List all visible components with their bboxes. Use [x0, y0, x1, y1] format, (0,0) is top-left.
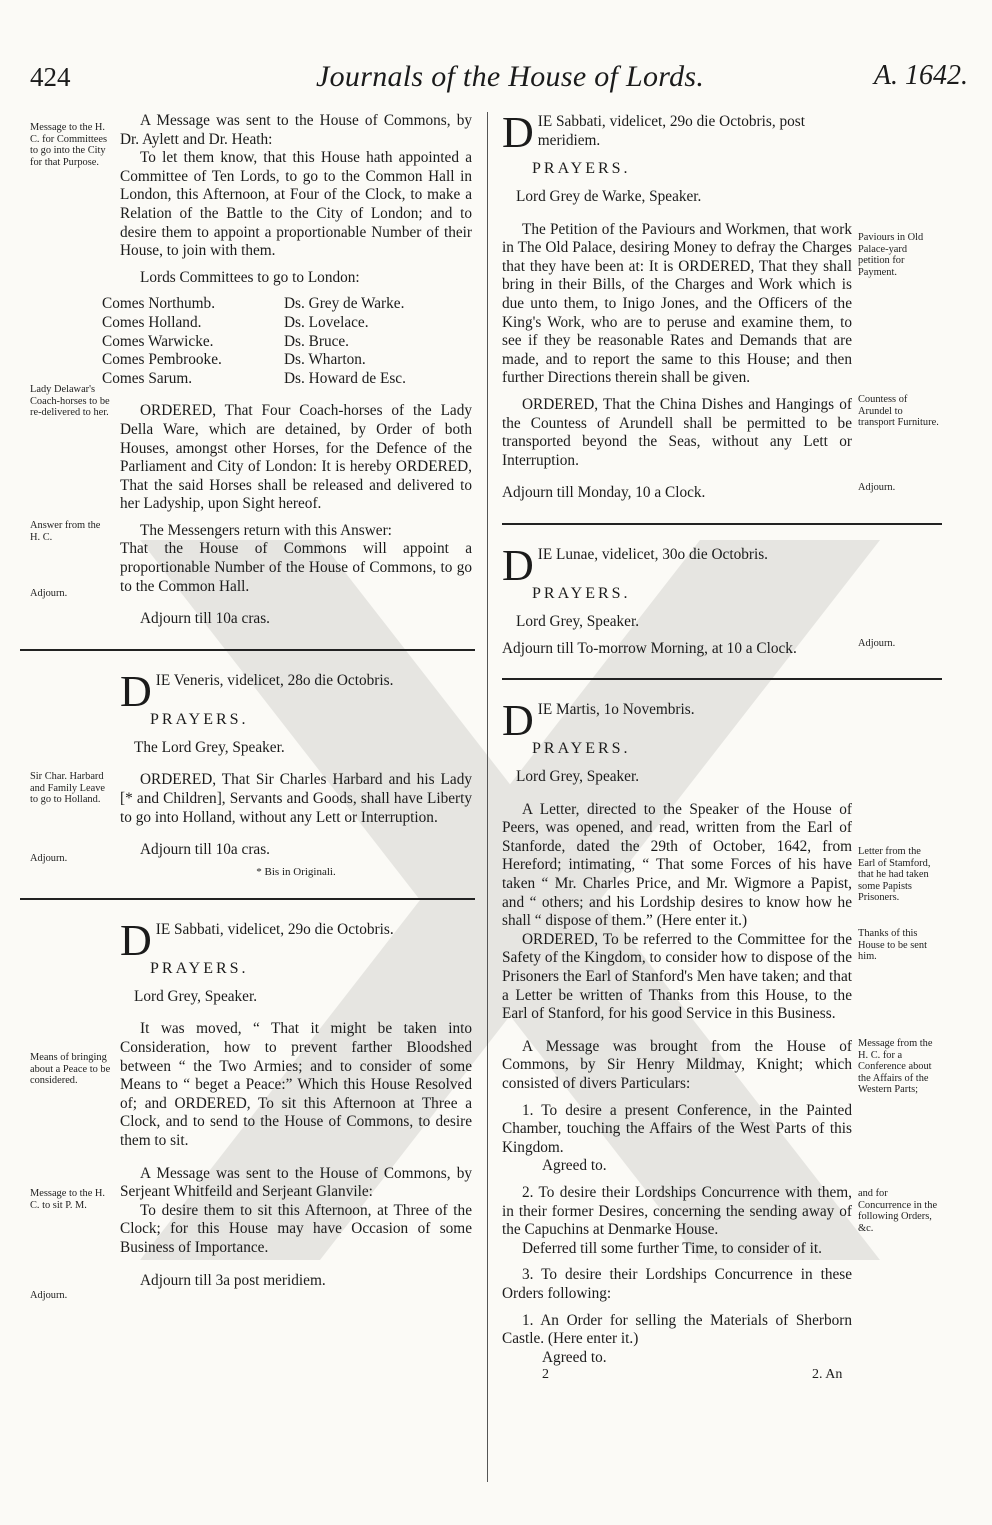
entry-paragraph: A Message was sent to the House of Commons, by Dr. Aylett and Dr. Heath: — [120, 112, 472, 148]
drop-cap: D — [502, 540, 534, 590]
prayers-heading: PRAYERS. — [150, 710, 249, 728]
entry-paragraph: That the House of Commons will appoint a proportionable Number of the House of Commons, to go to the Common Hall. — [120, 540, 472, 595]
margin-note: Adjourn. — [30, 1290, 68, 1301]
drop-cap: D — [120, 915, 152, 965]
drop-cap: D — [502, 696, 534, 746]
adjourn-line: Adjourn till 10a cras. — [140, 841, 270, 859]
page-number: 424 — [30, 62, 71, 92]
signature-mark: 2 — [542, 1367, 549, 1383]
committee-member: Ds. Howard de Esc. — [284, 369, 406, 387]
list-item: 1. To desire a present Conference, in the Painted Chamber, touching the Affairs of the West Parts of this Kingdom. — [502, 1101, 852, 1156]
section-rule — [20, 649, 475, 651]
committee-member: Ds. Bruce. — [284, 332, 349, 350]
margin-note: Means of bringing about a Peace to be considered. — [30, 1052, 111, 1087]
margin-note: Message from the H. C. for a Conference about the Affairs of the Western Parts; — [858, 1038, 933, 1096]
left-column — [102, 112, 472, 1290]
entry-paragraph: A Letter, directed to the Speaker of the House of Peers, was opened, and read, written from the Earl of Stanforde, dated the 29th of October, 1642, from Hereford; intimating, “ That some Forces of his have taken “ Mr. Charles Price, and Mr. Wigmore a Papist, and “ others; and his Lordship desires to know how he shall “ dispose of them.” (Here enter it.) — [502, 800, 852, 930]
day-heading-text: IE Sabbati, videlicet, 29o die Octobris. — [155, 920, 394, 938]
footnote: * Bis in Originali. — [256, 865, 336, 878]
committee-member: Ds. Lovelace. — [284, 313, 369, 331]
margin-note: and for Concurrence in the following Orders, &c. — [858, 1188, 938, 1234]
committee-member: Comes Sarum. — [102, 369, 193, 387]
speaker-line: Lord Grey, Speaker. — [134, 987, 258, 1005]
adjourn-line: Adjourn till 10a cras. — [140, 610, 270, 628]
committee-member: Comes Warwicke. — [102, 332, 214, 350]
page-header — [28, 54, 968, 98]
margin-note: Adjourn. — [30, 853, 68, 864]
prayers-heading: PRAYERS. — [532, 160, 631, 177]
entry-paragraph: A Message was brought from the House of Commons, by Sir Henry Mildmay, Knight; which consisted of divers Particulars: — [502, 1037, 852, 1092]
entry-paragraph: A Message was sent to the House of Commons, by Serjeant Whitfeild and Serjeant Glanvile: — [120, 1164, 472, 1201]
outcome-line: Agreed to. — [542, 1348, 607, 1366]
catchword: 2. An — [812, 1367, 843, 1383]
committee-list — [102, 295, 472, 388]
margin-note: Message to the H. C. for Committees to go into the City for that Purpose. — [30, 122, 108, 168]
speaker-line: Lord Grey, Speaker. — [516, 612, 640, 630]
entry-paragraph: The Messengers return with this Answer: — [140, 521, 392, 539]
year-heading: A. 1642. — [873, 60, 968, 91]
entry-paragraph: ORDERED, To be referred to the Committee for the Safety of the Kingdom, to consider how to dispose of the Prisoners the Earl of Stanford's Men have taken; and that a Letter be written of Thanks from this House, to the Earl of Stanford, for his good Service in this Business. — [502, 930, 852, 1023]
section-rule — [20, 898, 475, 900]
margin-note: Letter from the Earl of Stamford, that he had taken some Papists Prisoners. — [858, 846, 931, 904]
margin-note: Thanks of this House to be sent him. — [858, 928, 927, 963]
committee-member: Comes Northumb. — [102, 295, 216, 313]
day-heading — [120, 666, 472, 716]
day-heading-text: IE Martis, 1o Novembris. — [537, 701, 695, 719]
day-heading — [120, 915, 472, 965]
entry-paragraph: The Petition of the Paviours and Workmen, that work in The Old Palace, desiring Money to defray the Charges that they have been at: It is ORDERED, That they shall bring in their Bills, of the Charges and Work which is due unto them, to Inigo Jones, and the Officers of the King's Work, who are to peruse and examine them, to see if they be reasonable Rates and Demands that are made, and to report the same to this House; and then further Directions therein shall be given. — [502, 220, 852, 387]
right-column — [502, 108, 852, 1389]
committee-heading: Lords Committees to go to London: — [140, 268, 360, 286]
speaker-line: Lord Grey, Speaker. — [516, 768, 640, 786]
list-item: 2. To desire their Lordships Concurrence with them, in their former Desires, concerning the sending away of the Capuchins at Denmarke House. — [502, 1183, 852, 1239]
entry-paragraph: To let them know, that this House hath appointed a Committee of Ten Lords, to go to the Common Hall in London, this Afternoon, at Four of the Clock, to make a Relation of the Battle to the City of London; and to desire them to appoint a proportionable Number of their House, to join with them. — [120, 149, 472, 260]
day-heading — [502, 540, 852, 590]
column-divider — [487, 112, 488, 1482]
committee-member: Comes Pembrooke. — [102, 351, 222, 369]
committee-member: Comes Holland. — [102, 313, 202, 331]
margin-note: Adjourn. — [858, 482, 896, 493]
margin-note: Sir Char. Harbard and Family Leave to go to Holland. — [30, 771, 106, 806]
entry-paragraph: ORDERED, That the China Dishes and Hangings of the Countess of Arundell shall be permitted to be transported beyond the Seas, without any Lett or Interruption. — [502, 395, 852, 469]
day-heading-text: IE Lunae, videlicet, 30o die Octobris. — [537, 545, 769, 563]
adjourn-line: Adjourn till Monday, 10 a Clock. — [502, 484, 706, 502]
day-heading — [502, 696, 852, 746]
entry-paragraph: It was moved, “ That it might be taken into Consideration, how to prevent farther Bloodshed between “ the Two Armies; and to consider of some Means to “ beget a Peace:” Which this House Resolved of; and ORDERED, To sit this Afternoon at Three a Clock, and to send to the House of Commons, to desire them to sit. — [120, 1020, 472, 1149]
margin-note: Paviours in Old Palace-yard petition for Payment. — [858, 232, 924, 278]
list-item: 1. An Order for selling the Materials of Sherborn Castle. (Here enter it.) — [502, 1311, 852, 1348]
section-rule — [502, 523, 942, 525]
margin-note: Adjourn. — [858, 638, 896, 649]
margin-note: Answer from the H. C. — [30, 520, 101, 543]
prayers-heading: PRAYERS. — [532, 584, 631, 602]
prayers-heading: PRAYERS. — [150, 959, 249, 977]
section-rule — [502, 678, 942, 680]
list-item: 3. To desire their Lordships Concurrence in these Orders following: — [502, 1266, 852, 1302]
committee-member: Ds. Grey de Warke. — [284, 295, 405, 313]
prayers-heading: PRAYERS. — [532, 740, 631, 758]
adjourn-line: Adjourn till 3a post meridiem. — [140, 1271, 326, 1289]
outcome-line: Agreed to. — [542, 1157, 607, 1175]
day-heading-text: IE Sabbati, videlicet, 29o die Octobris, post meridiem. — [537, 113, 805, 149]
running-title: Journals of the House of Lords. — [316, 60, 705, 93]
committee-member: Ds. Wharton. — [284, 351, 366, 369]
drop-cap: D — [120, 666, 152, 716]
page-foot — [502, 1367, 852, 1389]
entry-paragraph: ORDERED, That Four Coach-horses of the Lady Della Ware, which are detained, by Order of both Houses, amongst other Horses, for the Defence of the Parliament and City of London: It is hereby ORDERED, That the said Horses shall be released and delivered to her Ladyship, upon Sight hereof. — [120, 402, 472, 513]
margin-note: Message to the H. C. to sit P. M. — [30, 1188, 106, 1211]
speaker-line: The Lord Grey, Speaker. — [134, 738, 285, 756]
drop-cap: D — [502, 108, 534, 157]
speaker-line: Lord Grey de Warke, Speaker. — [516, 188, 702, 205]
entry-paragraph: ORDERED, That Sir Charles Harbard and his Lady [* and Children], Servants and Goods, shall have Liberty to go into Holland, without any Lett or Interruption. — [120, 771, 472, 826]
margin-note: Adjourn. — [30, 588, 68, 599]
margin-note: Lady Delawar's Coach-horses to be re-delivered to her. — [30, 384, 110, 419]
day-heading — [502, 108, 852, 157]
entry-paragraph: To desire them to sit this Afternoon, at Three of the Clock; for this House may have Occasion of some Business of Importance. — [120, 1201, 472, 1256]
margin-note: Countess of Arundel to transport Furniture. — [858, 394, 939, 429]
day-heading-text: IE Veneris, videlicet, 28o die Octobris. — [155, 671, 394, 689]
outcome-line: Deferred till some further Time, to consider of it. — [522, 1239, 822, 1257]
adjourn-line: Adjourn till To-morrow Morning, at 10 a Clock. — [502, 639, 797, 657]
